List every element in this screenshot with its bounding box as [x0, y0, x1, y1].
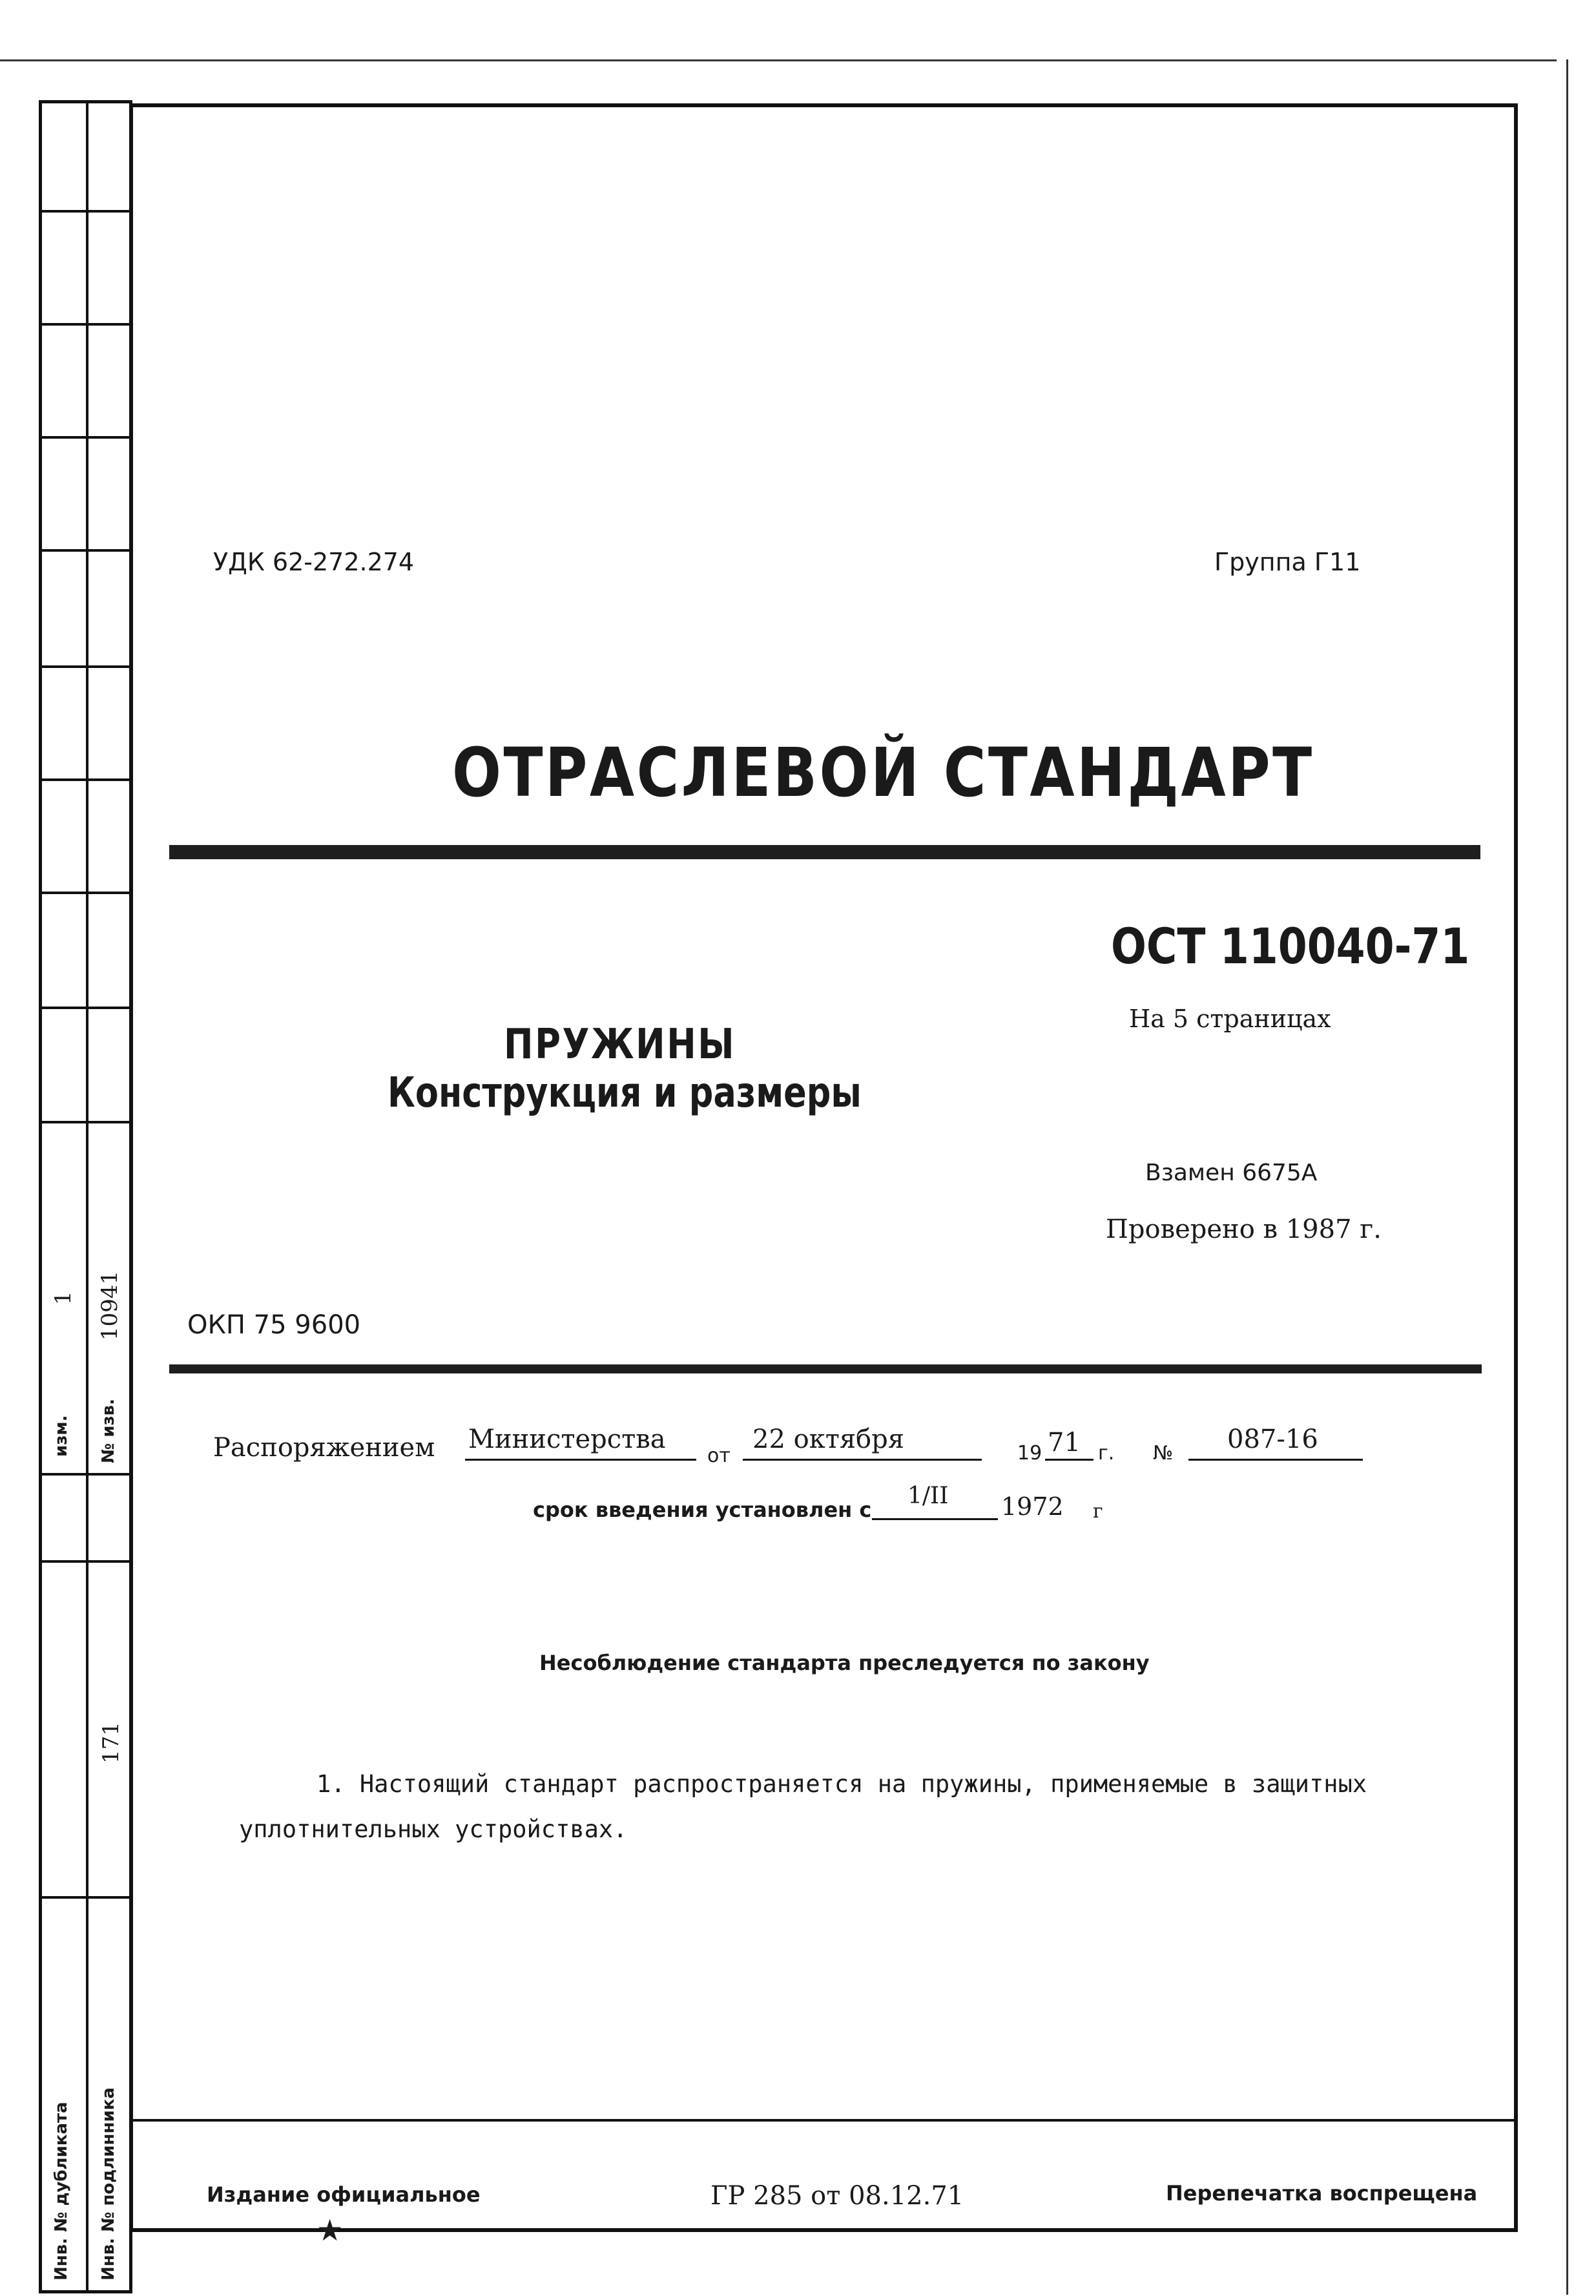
izv-label: № изв.: [99, 1399, 118, 1463]
replaces-note: Взамен 6675А: [1145, 1160, 1318, 1186]
margin-strip-row-line: [39, 1121, 132, 1123]
order-number: 087-16: [1227, 1425, 1318, 1454]
star-icon: ★: [316, 2213, 344, 2248]
udk-code: УДК 62-272.274: [213, 548, 415, 576]
order-issuer: Министерства: [468, 1425, 666, 1454]
margin-strip-row-line: [39, 549, 132, 552]
term-date-underline: [872, 1518, 998, 1520]
footer-rule: [129, 2119, 1518, 2122]
margin-strip-row-line: [39, 665, 132, 668]
izm-label: изм.: [52, 1415, 71, 1457]
paragraph-1: 1. Настоящий стандарт распространяется на пружины, применяемые в защитных уплотнительных устройствах.: [239, 1770, 1367, 1843]
penalty-notice: Несоблюдение стандарта преследуется по закону: [539, 1651, 1150, 1675]
margin-strip-row-line: [39, 1007, 132, 1009]
margin-strip-row-line: [39, 210, 132, 213]
margin-strip-row-line: [39, 1896, 132, 1899]
okp-code: ОКП 75 9600: [187, 1310, 361, 1340]
term-label: срок введения установлен с: [533, 1498, 872, 1522]
page-count: На 5 страницах: [1129, 1005, 1331, 1033]
year-underline: [1045, 1459, 1093, 1461]
title-rule: [169, 845, 1480, 859]
izv-value: 10941: [97, 1270, 123, 1341]
order-year-suffix: 71: [1048, 1428, 1081, 1457]
standard-subtitle: Конструкция и размеры: [388, 1069, 862, 1117]
term-year: 1972: [1001, 1492, 1064, 1521]
margin-strip-divider: [86, 100, 88, 2293]
margin-strip-row-line: [39, 323, 132, 326]
margin-strip-row-line: [39, 1473, 132, 1476]
margin-strip-row-line: [39, 1560, 132, 1563]
section-rule: [169, 1364, 1482, 1373]
term-date: 1/II: [907, 1483, 949, 1509]
order-year-unit: г.: [1098, 1442, 1115, 1465]
order-prefix: Распоряжением: [213, 1433, 435, 1463]
number-underline: [1188, 1459, 1363, 1461]
duplicate-inventory-label: Инв. № дубликата: [52, 2102, 71, 2280]
term-unit: г: [1093, 1500, 1103, 1523]
margin-strip-row-line: [39, 436, 132, 439]
page-title: ОТРАСЛЕВОЙ СТАНДАРТ: [452, 733, 1314, 812]
order-from-word: от: [707, 1445, 731, 1467]
registration-number: ГР 285 от 08.12.71: [710, 2181, 964, 2211]
group-code: Группа Г11: [1214, 548, 1361, 576]
edition-label: Издание официальное: [207, 2182, 481, 2207]
margin-strip-row-line: [39, 778, 132, 781]
issuer-underline: [465, 1459, 696, 1461]
reprint-notice: Перепечатка воспрещена: [1166, 2181, 1478, 2206]
order-number-sign: №: [1153, 1442, 1174, 1465]
standard-number: ОСТ 110040-71: [1111, 917, 1470, 975]
izm-value: 1: [50, 1291, 76, 1305]
page-right-border: [1566, 59, 1568, 2295]
date-underline: [743, 1459, 982, 1461]
order-date: 22 октября: [752, 1425, 904, 1454]
checked-note: Проверено в 1987 г.: [1106, 1215, 1382, 1244]
margin-strip-row-line: [39, 892, 132, 894]
inv-value: 171: [98, 1722, 124, 1764]
original-inventory-label: Инв. № подлинника: [99, 2087, 118, 2280]
standard-subject: ПРУЖИНЫ: [504, 1021, 736, 1069]
page-top-border: [0, 59, 1557, 61]
order-year-prefix: 19: [1017, 1442, 1042, 1465]
